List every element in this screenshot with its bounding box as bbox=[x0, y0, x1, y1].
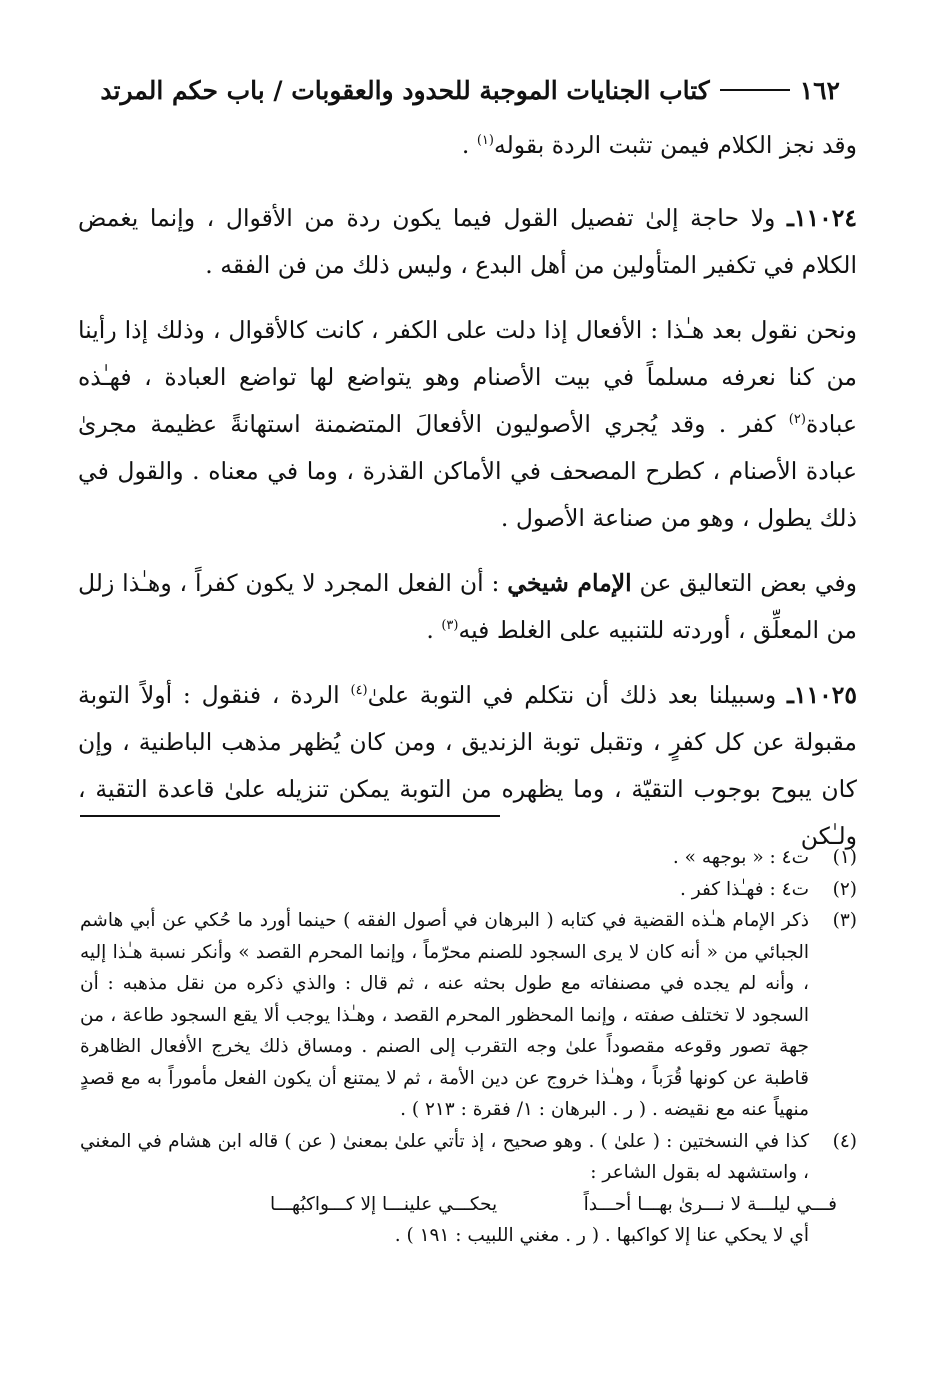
running-title: كتاب الجنايات الموجبة للحدود والعقوبات / باب حكم المرتد bbox=[100, 75, 710, 105]
footnote-4 bbox=[80, 1126, 857, 1189]
main-text bbox=[78, 122, 857, 878]
paragraph-11024 bbox=[78, 195, 857, 289]
header-rule bbox=[720, 89, 790, 91]
paragraph-11025 bbox=[78, 672, 857, 860]
footnote-ref-3: (٣) bbox=[441, 618, 459, 634]
footnote-1 bbox=[80, 842, 857, 874]
footnote-text: كذا في النسختين : ( علىٰ ) . وهو صحيح ، إذ تأتي علىٰ بمعنىٰ ( عن ) قاله ابن هشام في المغني ، واستشهد له بقول الشاعر : bbox=[80, 1130, 809, 1183]
footnote-number: (٢) bbox=[832, 878, 857, 900]
paragraph-end: . bbox=[426, 616, 442, 644]
footnote-divider bbox=[80, 815, 500, 817]
paragraph-0 bbox=[78, 122, 857, 169]
footnote-4-continuation: أي لا يحكي عنا إلا كواكبها . ( ر . مغني اللبيب : ١٩١ ) . bbox=[394, 1225, 809, 1246]
footnote-text: ت٤ : « بوجهه » . bbox=[672, 847, 809, 868]
verse-second-hemistich: يحكـــي علينـــا إلا كـــواكبُهـــا bbox=[270, 1193, 498, 1215]
footnote-number: (١) bbox=[832, 847, 857, 868]
footnotes bbox=[80, 842, 857, 1252]
footnote-text: ذكر الإمام هـٰذه القضية في كتابه ( البرهان في أصول الفقه ) حينما أورد ما حُكي عن أبي هاشم الجبائي من « أنه كان لا يرى السجود للصنم محرّماً ، وإنما المحرم القصد » وأنكر نسبة هـٰذا إليه ، وأنه لم يجده في مصنفاته مع طول بحثه عنه ، ثم قال : والذي ذكره من نقل مذهبه : أن السجود لا تختلف صفته ، وإنما المحظور المحرم القصد ، وهـٰذا يوجب ألا يقع السجود طاعة ، من جهة تصور وقوعه مقصوداً علىٰ وجه التقرب إلى الصنم . ومساق ذلك يخرج الأفعال الظاهرة قاطبة عن كونها قُرَباً ، وهـٰذا خروج عن دين الأمة ، ثم لا يمتنع أن يكون الفعل مأموراً به مع قصدٍ منهياً عنه مع نقيضه . ( ر . البرهان : ١/ فقرة : ٢١٣ ) . bbox=[80, 910, 809, 1120]
paragraph-text: وسبيلنا بعد ذلك أن نتكلم في التوبة علىٰ bbox=[367, 681, 787, 709]
paragraph-text: كفر . وقد يُجري الأصوليون الأفعالَ المتضمنة استهانةً عظيمة مجرىٰ عبادة الأصنام ، كطرح المصحف في الأماكن القذرة ، وما في معناه . والقول في ذلك يطول ، وهو من صناعة الأصول . bbox=[78, 410, 857, 532]
paragraph-text: وفي بعض التعاليق عن bbox=[631, 569, 857, 597]
paragraph-end: . bbox=[461, 131, 477, 159]
footnote-number: (٣) bbox=[832, 910, 857, 931]
footnote-text: ت٤ : فهـٰذا كفر . bbox=[679, 878, 809, 900]
running-header bbox=[80, 70, 840, 110]
paragraph-number: ١١٠٢٤ـ bbox=[786, 204, 857, 232]
paragraph-3 bbox=[78, 560, 857, 654]
footnote-ref-2: (٢) bbox=[788, 412, 806, 428]
poetry-verse bbox=[80, 1189, 857, 1221]
footnote-ref-1: (١) bbox=[476, 133, 494, 149]
footnote-ref-4: (٤) bbox=[350, 683, 368, 699]
paragraph-text: وقد نجز الكلام فيمن تثبت الردة بقوله bbox=[493, 131, 857, 159]
paragraph-text: ولا حاجة إلىٰ تفصيل القول فيما يكون ردة من الأقوال ، وإنما يغمض الكلام في تكفير المتأولين من أهل البدع ، وليس ذلك من فن الفقه . bbox=[78, 204, 857, 279]
paragraph-text: الردة ، فنقول : أولاً التوبة مقبولة عن كل كفرٍ ، وتقبل توبة الزنديق ، ومن كان يُظهر مذهب الباطنية ، وإن كان يبوح بوجوب التقيّة ، وما يظهره من التوبة يمكن تنزيله علىٰ قاعدة التقية ، ولـٰكن bbox=[78, 681, 857, 850]
footnote-number: (٤) bbox=[832, 1130, 857, 1152]
paragraph-text: ونحن نقول بعد هـٰذا : الأفعال إذا دلت على الكفر ، كانت كالأقوال ، وذلك إذا رأينا من كنا نعرفه مسلماً في بيت الأصنام وهو يتواضع لها تواضع العبادة ، فهـٰذه عبادة bbox=[78, 316, 857, 438]
page-number: ١٦٢ bbox=[799, 75, 840, 105]
footnote-2 bbox=[80, 874, 857, 906]
verse-first-hemistich: فـــي ليلـــة لا نـــرىٰ بهـــا أحـــداً bbox=[583, 1193, 837, 1215]
paragraph-text: : أن الفعل المجرد لا يكون كفراً ، وهـٰذا زلل من المعلِّق ، أوردته للتنبيه على الغلط فيه bbox=[78, 569, 857, 644]
footnote-3 bbox=[80, 905, 857, 1126]
bold-name: الإمام شيخي bbox=[507, 569, 632, 597]
paragraph-2 bbox=[78, 307, 857, 542]
paragraph-number: ١١٠٢٥ـ bbox=[786, 681, 857, 709]
